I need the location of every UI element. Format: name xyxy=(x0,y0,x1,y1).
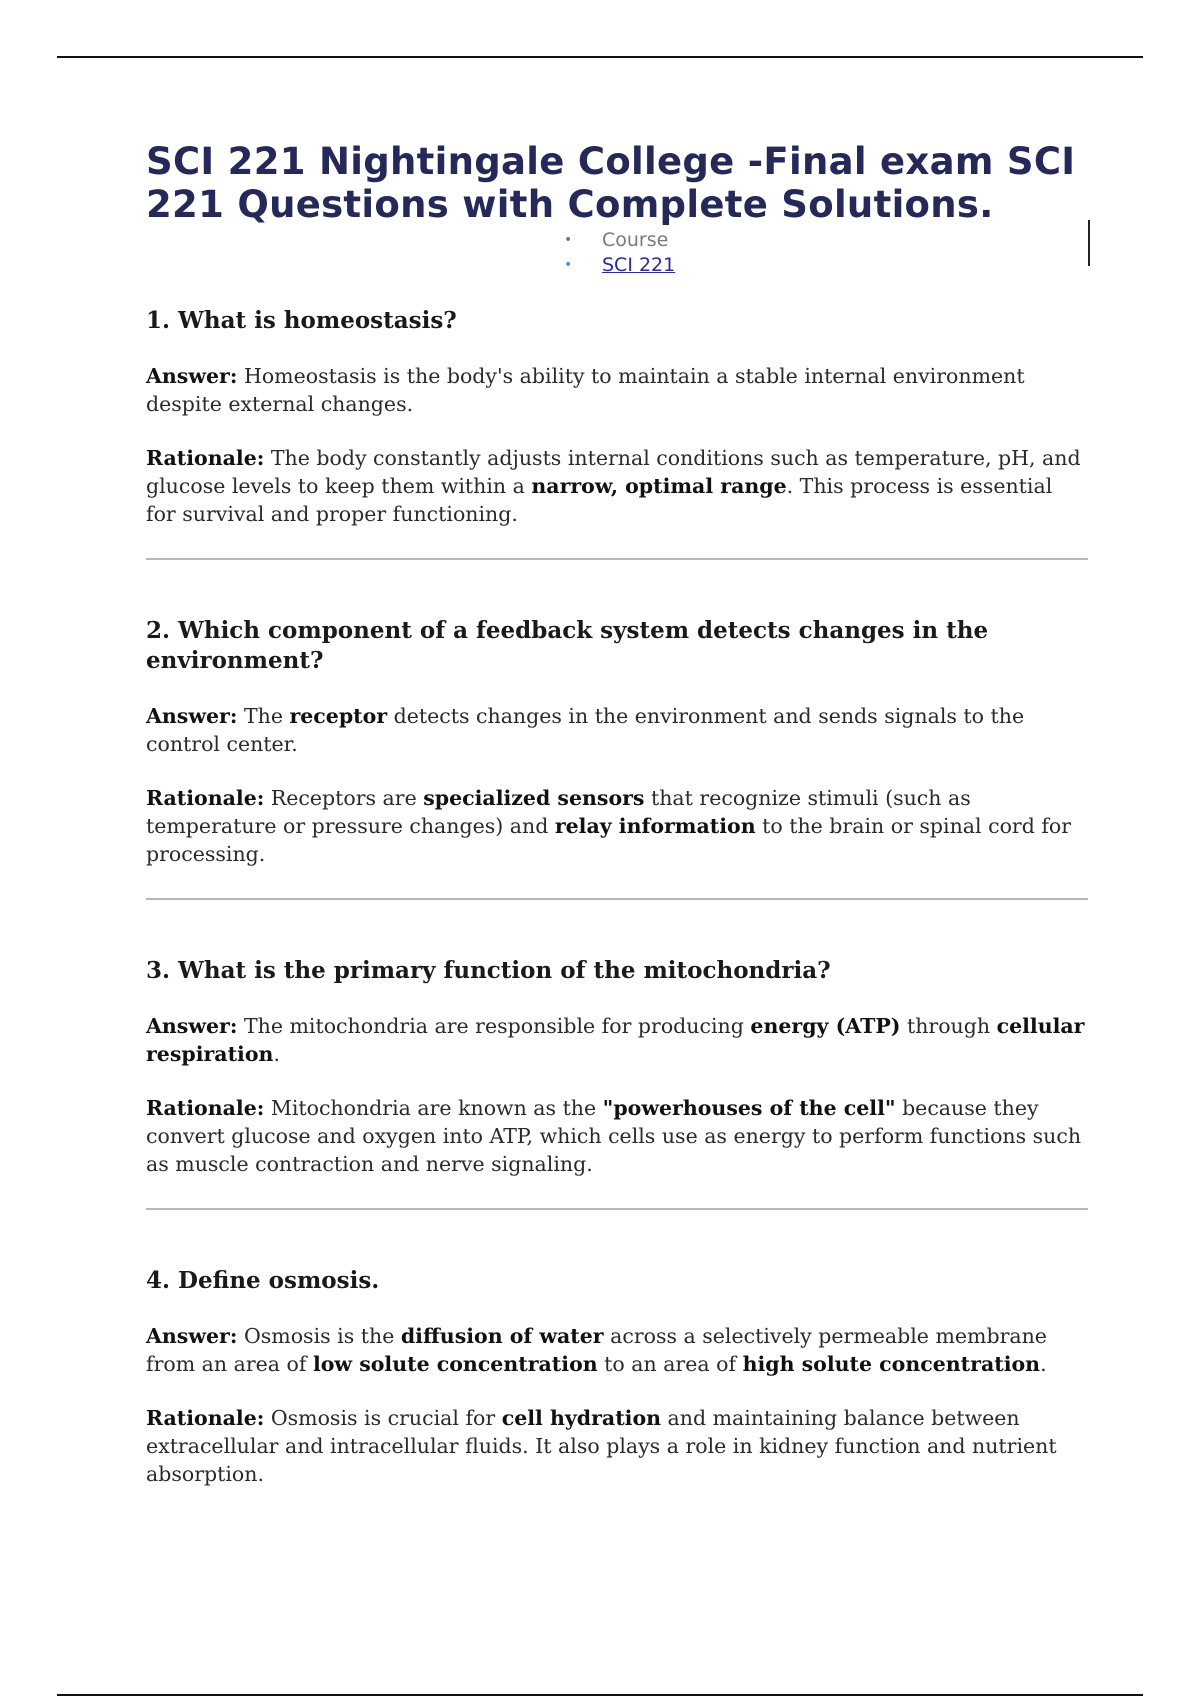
rationale-text: . This process is essential for survival and proper functioning. xyxy=(146,474,1053,526)
answer-label: Answer: xyxy=(146,364,238,388)
rationale-label: Rationale: xyxy=(146,786,265,810)
rationale-paragraph xyxy=(146,444,1088,528)
rationale-emphasis: relay information xyxy=(554,814,756,838)
answer-text: Osmosis is the xyxy=(237,1324,401,1348)
page-bottom-rule xyxy=(57,1694,1143,1696)
rationale-paragraph xyxy=(146,784,1088,868)
answer-text: detects changes in the environment and sends signals to the control center. xyxy=(146,704,1025,756)
answer-text: Homeostasis is the body's ability to maintain a stable internal environment despite external changes. xyxy=(146,364,1025,416)
answer-text: . xyxy=(273,1042,280,1066)
course-link-item[interactable] xyxy=(146,253,1088,278)
rationale-emphasis: specialized sensors xyxy=(423,786,645,810)
rationale-text: Mitochondria are known as the xyxy=(264,1096,603,1120)
answer-emphasis: receptor xyxy=(289,704,388,728)
answer-paragraph xyxy=(146,1322,1088,1378)
answer-emphasis: energy (ATP) xyxy=(750,1014,901,1038)
course-label-item xyxy=(146,228,1088,253)
section-divider xyxy=(146,558,1088,560)
rationale-text: and maintaining balance between extracellular and intracellular fluids. It also plays a role in kidney function and nutrient absorption. xyxy=(146,1406,1057,1486)
course-link[interactable]: SCI 221 xyxy=(602,254,676,276)
answer-emphasis: cellular respiration xyxy=(146,1014,1085,1066)
rationale-text: because they convert glucose and oxygen into ATP, which cells use as energy to perform functions such as muscle contraction and nerve signaling. xyxy=(146,1096,1082,1176)
question-block-2 xyxy=(146,616,1088,868)
bullet-icon: • xyxy=(564,257,573,273)
rationale-text: that recognize stimuli (such as temperature or pressure changes) and xyxy=(146,786,971,838)
answer-text: The xyxy=(237,704,290,728)
answer-text: through xyxy=(900,1014,997,1038)
question-heading: 4. Define osmosis. xyxy=(146,1267,380,1294)
course-meta-list xyxy=(146,228,1088,278)
question-block-4 xyxy=(146,1266,1088,1488)
rationale-label: Rationale: xyxy=(146,1406,265,1430)
section-divider xyxy=(146,1208,1088,1210)
rationale-text: The body constantly adjusts internal conditions such as temperature, pH, and glucose levels to keep them within a xyxy=(146,446,1081,498)
question-heading: 3. What is the primary function of the mitochondria? xyxy=(146,957,831,984)
answer-emphasis: low solute concentration xyxy=(312,1352,598,1376)
page-title: SCI 221 Nightingale College -Final exam SCI 221 Questions with Complete Solutions. xyxy=(146,140,1076,226)
answer-paragraph xyxy=(146,362,1088,418)
rationale-text: Receptors are xyxy=(264,786,424,810)
question-heading: 2. Which component of a feedback system detects changes in the environment? xyxy=(146,617,989,674)
question-block-3 xyxy=(146,956,1088,1178)
answer-text: to an area of xyxy=(597,1352,743,1376)
question-block-1 xyxy=(146,306,1088,528)
question-heading: 1. What is homeostasis? xyxy=(146,307,457,334)
rationale-emphasis: narrow, optimal range xyxy=(531,474,787,498)
course-label: Course xyxy=(602,229,669,251)
document-body xyxy=(146,140,1088,1488)
rationale-label: Rationale: xyxy=(146,1096,265,1120)
answer-label: Answer: xyxy=(146,704,238,728)
text-cursor xyxy=(1088,220,1090,266)
rationale-emphasis: cell hydration xyxy=(501,1406,662,1430)
rationale-label: Rationale: xyxy=(146,446,265,470)
answer-emphasis: high solute concentration xyxy=(742,1352,1041,1376)
answer-text: across a selectively permeable membrane from an area of xyxy=(146,1324,1047,1376)
rationale-emphasis: "powerhouses of the cell" xyxy=(602,1096,896,1120)
rationale-paragraph xyxy=(146,1094,1088,1178)
page-top-rule xyxy=(57,56,1143,58)
answer-label: Answer: xyxy=(146,1324,238,1348)
rationale-text: to the brain or spinal cord for processing. xyxy=(146,814,1072,866)
answer-text: The mitochondria are responsible for producing xyxy=(237,1014,751,1038)
bullet-icon: • xyxy=(564,232,573,248)
answer-text: . xyxy=(1040,1352,1047,1376)
answer-emphasis: diffusion of water xyxy=(400,1324,604,1348)
section-divider xyxy=(146,898,1088,900)
answer-paragraph xyxy=(146,1012,1088,1068)
answer-paragraph xyxy=(146,702,1088,758)
rationale-text: Osmosis is crucial for xyxy=(264,1406,502,1430)
answer-label: Answer: xyxy=(146,1014,238,1038)
rationale-paragraph xyxy=(146,1404,1088,1488)
